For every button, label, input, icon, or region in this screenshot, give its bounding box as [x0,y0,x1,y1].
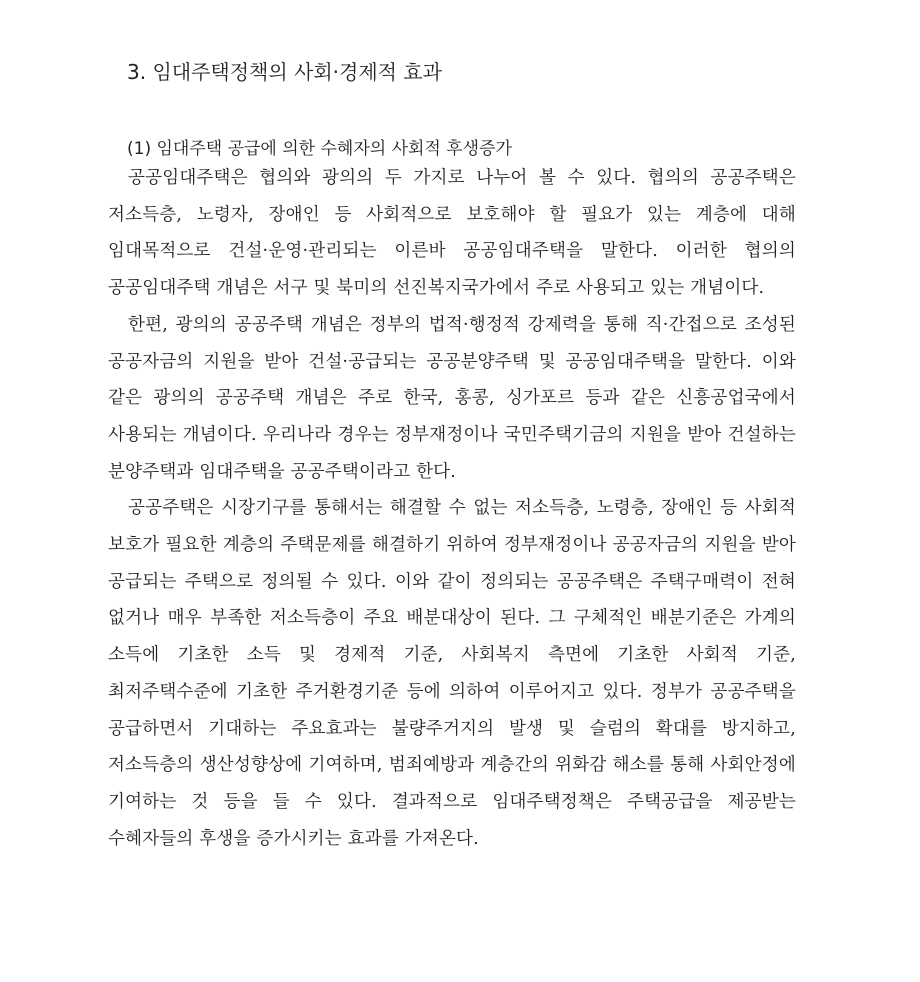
section-title: 3. 임대주택정책의 사회·경제적 효과 [127,60,442,84]
paragraph-public-housing-effects: 공공주택은 시장기구를 통해서는 해결할 수 없는 저소득층, 노령층, 장애인 등 사회적 보호가 필요한 계층의 주택문제를 해결하기 위하여 정부재정이나 공공자금의 지원을 받아 공급되는 주택으로 정의될 수 있다. 이와 같이 정의되는 공공주택은 주택구매력이 전혀 없거나 매우 부족한 저소득층이 주요 배분대상이 된다. 그 구체적인 배분기준은 가계의 소득에 기초한 소득 및 경제적 기준, 사회복지 측면에 기초한 사회적 기준, 최저주택수준에 기초한 주거환경기준 등에 의하여 이루어지고 있다. 정부가 공공주택을 공급하면서 기대하는 주요효과는 불량주거지의 발생 및 슬럼의 확대를 방지하고, 저소득층의 생산성향상에 기여하며, 범죄예방과 계층간의 위화감 해소를 통해 사회안정에 기여하는 것 등을 들 수 있다. 결과적으로 임대주택정책은 주택공급을 제공받는 수혜자들의 후생을 증가시키는 효과를 가져온다. [108,498,796,849]
body-text [108,160,796,857]
paragraph-public-housing-definition: 공공임대주택은 협의와 광의의 두 가지로 나누어 볼 수 있다. 협의의 공공주택은 저소득층, 노령자, 장애인 등 사회적으로 보호해야 할 필요가 있는 계층에 대해 임대목적으로 건설·운영·관리되는 이른바 공공임대주택을 말한다. 이러한 협의의 공공임대주택 개념은 서구 및 북미의 선진복지국가에서 주로 사용되고 있는 개념이다. [108,168,796,299]
paragraph-broad-public-housing: 한편, 광의의 공공주택 개념은 정부의 법적·행정적 강제력을 통해 직·간접으로 조성된 공공자금의 지원을 받아 건설·공급되는 공공분양주택 및 공공임대주택을 말한다. 이와 같은 광의의 공공주택 개념은 주로 한국, 홍콩, 싱가포르 등과 같은 신흥공업국에서 사용되는 개념이다. 우리나라 경우는 정부재정이나 국민주택기금의 지원을 받아 건설하는 분양주택과 임대주택을 공공주택이라고 한다. [108,314,796,482]
subsection-title: (1) 임대주택 공급에 의한 수혜자의 사회적 후생증가 [127,139,512,159]
